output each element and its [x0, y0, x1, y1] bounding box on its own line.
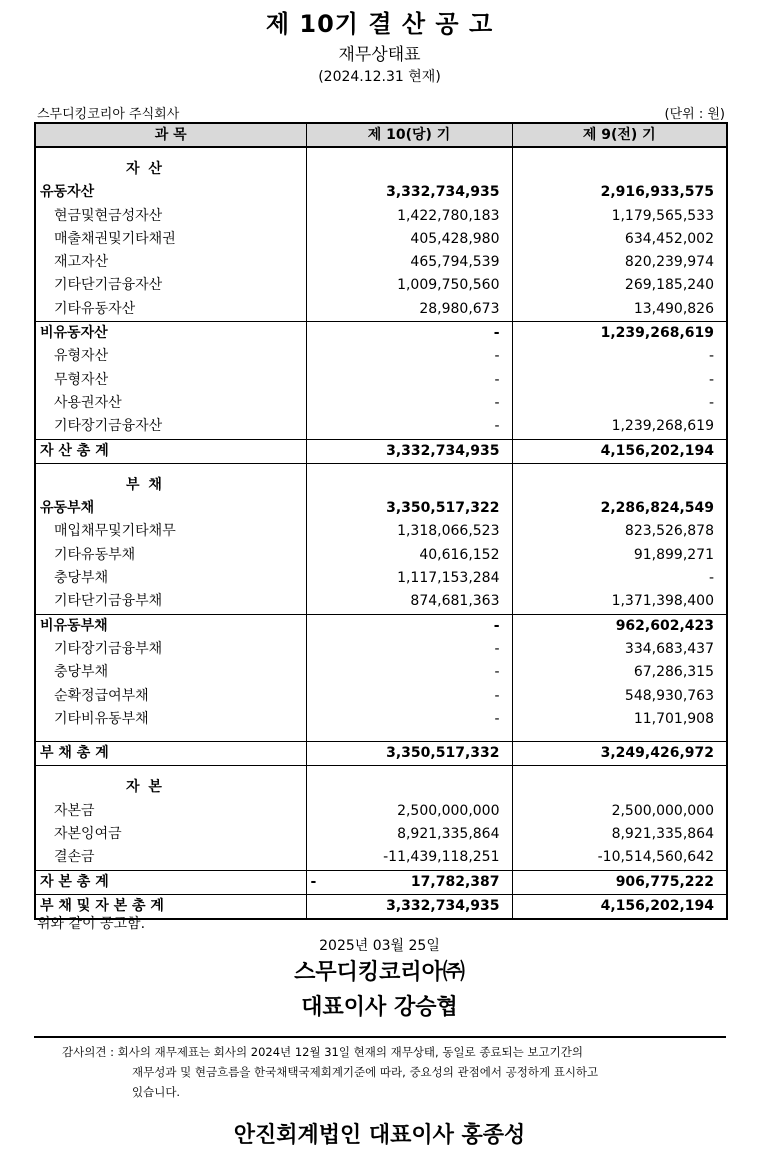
current-period-value: 405,428,980 [306, 228, 512, 251]
account-label: 기타비유동부채 [54, 710, 149, 727]
table-row [35, 274, 727, 297]
previous-period-value: 823,526,878 [512, 520, 727, 543]
table-row [35, 590, 727, 614]
previous-period-value [512, 158, 727, 181]
spacer-cell [35, 147, 306, 158]
signature-date: 2025년 03월 25일 [319, 938, 440, 954]
current-period-value: - [306, 392, 512, 415]
account-label: 부 채 [126, 476, 164, 493]
account-label: 기타단기금융자산 [54, 277, 163, 294]
column-header-account: 과 목 [35, 123, 306, 147]
current-period-value: - [306, 661, 512, 684]
signature-company: 스무디킹코리아㈜ [294, 960, 465, 985]
current-period-value [306, 776, 512, 799]
account-label: 부 채 및 자 본 총 계 [35, 894, 306, 919]
account-label: 매입채무및기타채무 [54, 523, 176, 540]
table-row [35, 474, 727, 497]
table-row [35, 520, 727, 543]
account-label: 비유동자산 [35, 322, 306, 346]
audit-opinion-line: 감사의견 : 회사의 재무제표는 회사의 2024년 12월 31일 현재의 재무상태, 동일로 종료되는 보고기간의 [62, 1045, 583, 1059]
table-row [35, 298, 727, 322]
table-header-row [35, 123, 727, 147]
value-text: 17,782,387 [410, 873, 500, 890]
previous-period-value: 2,286,824,549 [512, 497, 727, 520]
account-label: 결손금 [54, 849, 95, 866]
account-label: 자 본 총 계 [35, 870, 306, 894]
account-label: 기타장기금융자산 [54, 418, 163, 435]
table-row [35, 205, 727, 228]
current-period-value: 1,117,153,284 [306, 567, 512, 590]
current-period-value: 1,422,780,183 [306, 205, 512, 228]
audit-opinion [62, 1042, 702, 1102]
previous-period-value: 2,916,933,575 [512, 181, 727, 204]
previous-period-value: 634,452,002 [512, 228, 727, 251]
account-label: 자 산 [126, 161, 164, 177]
table-row [35, 776, 727, 799]
page-title: 제 10기 결 산 공 고 [265, 10, 494, 38]
table-row [35, 181, 727, 204]
table-row [35, 497, 727, 520]
previous-period-value: 4,156,202,194 [512, 894, 727, 919]
table-row [35, 685, 727, 708]
notice-text: 위와 같이 공고함. [37, 916, 146, 932]
spacer-cell [306, 147, 512, 158]
table-row [35, 846, 727, 870]
current-period-value [306, 474, 512, 497]
spacer-cell [512, 766, 727, 777]
account-label: 사용권자산 [54, 394, 122, 411]
spacer-cell [35, 731, 306, 742]
current-period-value [306, 158, 512, 181]
account-label: 자본금 [54, 802, 95, 819]
table-row [35, 322, 727, 346]
previous-period-value: 962,602,423 [512, 614, 727, 638]
spacer-cell [306, 766, 512, 777]
account-label: 현금및현금성자산 [54, 207, 163, 224]
account-label: 순확정급여부채 [54, 687, 149, 704]
spacer-row [35, 463, 727, 474]
table-row [35, 544, 727, 567]
account-label: 기타단기금융부채 [54, 593, 163, 610]
spacer-cell [35, 463, 306, 474]
column-header-current: 제 10(당) 기 [306, 123, 512, 147]
divider [34, 1036, 726, 1038]
current-period-value: - [306, 708, 512, 731]
previous-period-value: 820,239,974 [512, 251, 727, 274]
account-label: 충당부채 [54, 570, 109, 587]
previous-period-value: 13,490,826 [512, 298, 727, 322]
spacer-row [35, 731, 727, 742]
table-row [35, 392, 727, 415]
previous-period-value: 269,185,240 [512, 274, 727, 297]
balance-sheet-table [34, 122, 728, 920]
current-period-value [306, 870, 512, 894]
current-period-value: 1,009,750,560 [306, 274, 512, 297]
spacer-cell [512, 147, 727, 158]
table-row [35, 251, 727, 274]
account-label: 비유동부채 [35, 614, 306, 638]
current-period-value: -11,439,118,251 [306, 846, 512, 870]
current-period-value: 3,350,517,332 [306, 742, 512, 766]
previous-period-value: 1,239,268,619 [512, 415, 727, 439]
table-row [35, 158, 727, 181]
current-period-value: - [306, 345, 512, 368]
spacer-row [35, 766, 727, 777]
account-label: 매출채권및기타채권 [54, 230, 176, 247]
previous-period-value: 4,156,202,194 [512, 439, 727, 463]
table-row [35, 415, 727, 439]
account-label: 자 산 총 계 [35, 439, 306, 463]
table-row [35, 823, 727, 846]
balance-sheet-body [35, 123, 727, 919]
auditor-signature: 안진회계법인 대표이사 홍종성 [233, 1123, 526, 1148]
signature-representative: 대표이사 강승협 [301, 995, 458, 1020]
previous-period-value: 67,286,315 [512, 661, 727, 684]
current-period-value: - [306, 415, 512, 439]
audit-opinion-line: 재무성과 및 현금흐름을 한국채택국제회계기준에 따라, 중요성의 관점에서 공정하게 표시하고 [132, 1065, 599, 1079]
spacer-cell [35, 766, 306, 777]
account-label: 재고자산 [54, 254, 109, 271]
unit-label: (단위 : 원) [664, 107, 725, 122]
value-prefix: - [310, 873, 317, 890]
table-row [35, 369, 727, 392]
previous-period-value: 91,899,271 [512, 544, 727, 567]
previous-period-value: - [512, 369, 727, 392]
spacer-cell [306, 731, 512, 742]
spacer-cell [512, 463, 727, 474]
account-label: 유동부채 [40, 500, 95, 517]
current-period-value: 1,318,066,523 [306, 520, 512, 543]
current-period-value: - [306, 322, 512, 346]
current-period-value: 3,350,517,322 [306, 497, 512, 520]
current-period-value: - [306, 614, 512, 638]
current-period-value: 3,332,734,935 [306, 439, 512, 463]
table-row [35, 870, 727, 894]
previous-period-value [512, 474, 727, 497]
previous-period-value: 3,249,426,972 [512, 742, 727, 766]
column-header-previous: 제 9(전) 기 [512, 123, 727, 147]
spacer-row [35, 147, 727, 158]
account-label: 무형자산 [54, 371, 109, 388]
account-label: 기타장기금융부채 [54, 640, 163, 657]
table-row [35, 228, 727, 251]
previous-period-value: 1,371,398,400 [512, 590, 727, 614]
audit-opinion-line: 있습니다. [132, 1085, 181, 1099]
previous-period-value: 1,179,565,533 [512, 205, 727, 228]
previous-period-value: - [512, 392, 727, 415]
account-label: 유형자산 [54, 348, 109, 365]
statement-name: 재무상태표 [338, 45, 421, 65]
account-label: 부 채 총 계 [35, 742, 306, 766]
previous-period-value: 906,775,222 [512, 870, 727, 894]
current-period-value: 28,980,673 [306, 298, 512, 322]
table-row [35, 439, 727, 463]
current-period-value: 2,500,000,000 [306, 800, 512, 823]
previous-period-value: - [512, 567, 727, 590]
account-label: 유동자산 [40, 184, 95, 201]
account-label: 자본잉여금 [54, 826, 122, 843]
current-period-value: 874,681,363 [306, 590, 512, 614]
account-label: 자 본 [126, 779, 164, 796]
previous-period-value [512, 776, 727, 799]
previous-period-value: -10,514,560,642 [512, 846, 727, 870]
account-label: 충당부채 [54, 664, 109, 681]
current-period-value: - [306, 638, 512, 661]
previous-period-value: 8,921,335,864 [512, 823, 727, 846]
current-period-value: 3,332,734,935 [306, 181, 512, 204]
current-period-value: 40,616,152 [306, 544, 512, 567]
table-row [35, 345, 727, 368]
spacer-cell [512, 731, 727, 742]
previous-period-value: - [512, 345, 727, 368]
current-period-value: 3,332,734,935 [306, 894, 512, 919]
company-name: 스무디킹코리아 주식회사 [37, 107, 180, 122]
account-label: 기타유동자산 [54, 300, 136, 317]
spacer-cell [306, 463, 512, 474]
statement-date: (2024.12.31 현재) [318, 69, 441, 85]
previous-period-value: 548,930,763 [512, 685, 727, 708]
current-period-value: 8,921,335,864 [306, 823, 512, 846]
current-period-value: 465,794,539 [306, 251, 512, 274]
table-row [35, 742, 727, 766]
table-row [35, 708, 727, 731]
previous-period-value: 334,683,437 [512, 638, 727, 661]
table-row [35, 661, 727, 684]
table-row [35, 614, 727, 638]
account-label: 기타유동부채 [54, 546, 136, 563]
table-row [35, 638, 727, 661]
table-row [35, 567, 727, 590]
table-row [35, 800, 727, 823]
previous-period-value: 1,239,268,619 [512, 322, 727, 346]
previous-period-value: 11,701,908 [512, 708, 727, 731]
previous-period-value: 2,500,000,000 [512, 800, 727, 823]
current-period-value: - [306, 685, 512, 708]
current-period-value: - [306, 369, 512, 392]
